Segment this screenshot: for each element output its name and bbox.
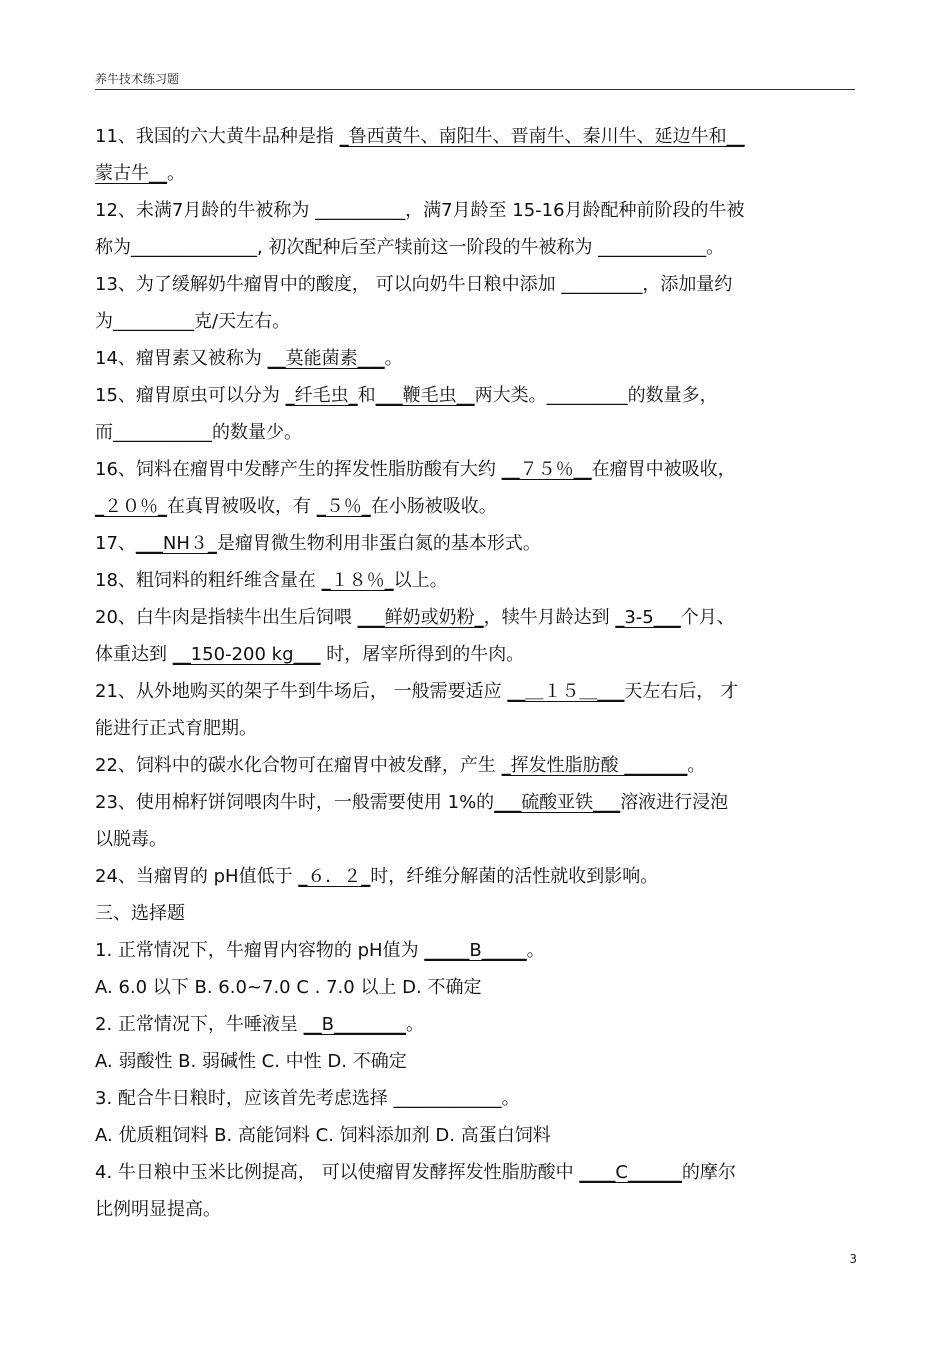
answer-blank: __150-200 kg___ [172,644,321,665]
text: 3. 配合牛日粮时，应该首先考虑选择 ____________。 [95,1088,520,1109]
text: 能进行正式育肥期。 [95,718,257,739]
text: 15、瘤胃原虫可以分为 [95,385,286,406]
question-12-line-1 [95,192,855,229]
answer-blank: __＿１５＿___ [507,681,625,702]
choice-question-2-options [95,1043,855,1080]
text: 20、白牛肉是指犊牛出生后饲喂 [95,607,358,628]
choice-question-3 [95,1080,855,1117]
question-14 [95,340,855,377]
page-header-title: 养牛技术练习题 [95,72,180,86]
answer-blank: ___NH３_ [135,533,217,554]
text: 在瘤胃中被吸收， [591,459,736,480]
text: 时，屠宰所得到的牛肉。 [320,644,525,665]
text: 三、选择题 [95,903,185,924]
answer-blank: 蒙古牛__ [95,163,167,184]
choice-question-1 [95,932,855,969]
question-21-line-2 [95,710,855,747]
text: 以脱毒。 [95,829,167,850]
question-16-line-2 [95,488,855,525]
text: 个月、 [680,607,735,628]
answer-blank: _纤毛虫_ [285,385,358,406]
text: 。 [687,755,706,776]
answer-blank: __７５％__ [501,459,592,480]
text: 22、饲料中的碳水化合物可在瘤胃中被发酵，产生 [95,755,502,776]
text: 为_________克/天左右。 [95,311,291,332]
question-18 [95,562,855,599]
choice-question-3-options [95,1117,855,1154]
text: 。 [167,163,185,184]
exercise-content [95,118,855,1228]
answer-blank: ___鲜奶或奶粉_ [357,607,484,628]
question-13-line-2 [95,303,855,340]
question-23-line-2 [95,821,855,858]
text: 体重达到 [95,644,173,665]
section-heading-choice [95,895,855,932]
text: 17、 [95,533,136,554]
answer-blank: ____C______ [579,1162,682,1183]
answer-blank: _５％_ [316,496,371,517]
text: 11、我国的六大黄牛品种是指 [95,126,340,147]
text: 16、饲料在瘤胃中发酵产生的挥发性脂肪酸有大约 [95,459,502,480]
text: 。 [384,348,403,369]
text: 两大类。_________的数量多， [474,385,718,406]
text: 称为______________, 初次配种后至产犊前这一阶段的牛被称为 ____________。 [95,237,725,258]
text: 而___________的数量少。 [95,422,302,443]
text: A. 弱酸性 B. 弱碱性 C. 中性 D. 不确定 [95,1051,407,1072]
answer-blank: _鲁西黄牛、南阳牛、晋南牛、秦川牛、延边牛和__ [339,126,745,147]
text: 23、使用棉籽饼饲喂肉牛时，一般需要使用 1%的 [95,792,495,813]
text: ，犊牛月龄达到 [483,607,616,628]
text: 天左右后， 才 [624,681,739,702]
text: 24、当瘤胃的 pH值低于 [95,866,299,887]
question-22 [95,747,855,784]
text: 和 [357,385,376,406]
text: 14、瘤胃素又被称为 [95,348,268,369]
text: 21、从外地购买的架子牛到牛场后， 一般需要适应 [95,681,508,702]
question-15-line-2 [95,414,855,451]
question-20-line-2 [95,636,855,673]
choice-question-2 [95,1006,855,1043]
text: 的摩尔 [681,1162,736,1183]
question-15-line-1 [95,377,855,414]
answer-blank: _挥发性脂肪酸 _______ [501,755,688,776]
text: 12、未满7月龄的牛被称为 __________，满7月龄至 15-16月龄配种前阶段的牛被 [95,200,745,221]
answer-blank: __B________ [303,1014,406,1035]
question-21-line-1 [95,673,855,710]
choice-question-1-options [95,969,855,1006]
answer-blank: __莫能菌素___ [267,348,385,369]
text: 是瘤胃微生物利用非蛋白氮的基本形式。 [216,533,541,554]
question-12-line-2 [95,229,855,266]
text: 溶液进行浸泡 [620,792,729,813]
answer-blank: ___鞭毛虫__ [375,385,475,406]
text: A. 6.0 以下 B. 6.0~7.0 C . 7.0 以上 D. 不确定 [95,977,482,998]
question-16-line-1 [95,451,855,488]
answer-blank: ___硫酸亚铁___ [494,792,621,813]
answer-blank: _６．２_ [298,866,371,887]
question-11-line-1 [95,118,855,155]
text: A. 优质粗饲料 B. 高能饲料 C. 饲料添加剂 D. 高蛋白饲料 [95,1125,551,1146]
header-divider [95,89,855,90]
question-23-line-1 [95,784,855,821]
question-24 [95,858,855,895]
text: 比例明显提高。 [95,1199,221,1220]
text: 13、为了缓解奶牛瘤胃中的酸度， 可以向奶牛日粮中添加 _________，添加量约 [95,274,733,295]
answer-blank: _１８％_ [321,570,394,591]
text: 18、粗饲料的粗纤维含量在 [95,570,322,591]
text: 。 [405,1014,424,1035]
choice-question-4-line-2 [95,1191,855,1228]
question-17 [95,525,855,562]
answer-blank: _3-5___ [615,607,681,628]
text: 在真胃被吸收，有 [167,496,317,517]
question-11-line-2 [95,155,855,192]
choice-question-4-line-1 [95,1154,855,1191]
text: 4. 牛日粮中玉米比例提高， 可以使瘤胃发酵挥发性脂肪酸中 [95,1162,580,1183]
text: 时，纤维分解菌的活性就收到影响。 [370,866,659,887]
text: 在小肠被吸收。 [370,496,497,517]
question-20-line-1 [95,599,855,636]
question-13-line-1 [95,266,855,303]
page-number: 3 [849,1252,857,1266]
text: 2. 正常情况下，牛唾液呈 [95,1014,304,1035]
answer-blank: _____B_____ [424,940,527,961]
answer-blank: _２０％_ [95,496,167,517]
text: 以上。 [393,570,448,591]
text: 。 [526,940,545,961]
text: 1. 正常情况下，牛瘤胃内容物的 pH值为 [95,940,425,961]
